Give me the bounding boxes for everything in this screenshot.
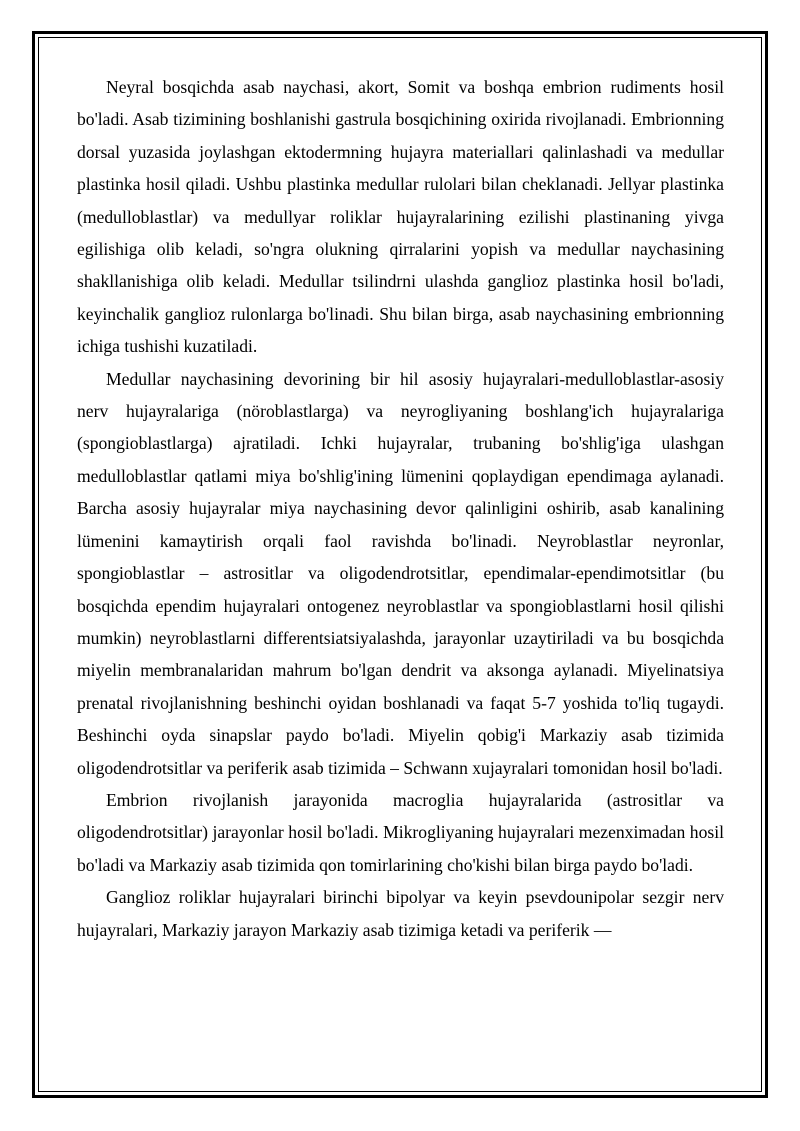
document-body <box>77 71 724 946</box>
paragraph-1: Neyral bosqichda asab naychasi, akort, Somit va boshqa embrion rudiments hosil bo'ladi. Asab tizimining boshlanishi gastrula bosqichining oxirida rivojlanadi. Embrionning dorsal yuzasida joylashgan ektodermning hujayra materiallari qalinlashadi va medullar plastinka hosil qiladi. Ushbu plastinka medullar rulolari bilan cheklanadi. Jellyar plastinka (medulloblastlar) va medullyar roliklar hujayralarining ezilishi plastinaning yivga egilishiga olib keladi, so'ngra olukning qirralarini yopish va medullar naychasining shakllanishiga olib keladi. Medullar tsilindrni ulashda ganglioz plastinka hosil bo'ladi, keyinchalik ganglioz rulonlarga bo'linadi. Shu bilan birga, asab naychasining embrionning ichiga tushishi kuzatiladi. <box>77 77 724 357</box>
paragraph-4: Ganglioz roliklar hujayralari birinchi bipolyar va keyin psevdounipolar sezgir nerv hujayralari, Markaziy jarayon Markaziy asab tizimiga ketadi va periferik — <box>77 887 724 940</box>
paragraph-3: Embrion rivojlanish jarayonida macroglia hujayralarida (astrositlar va oligodendrotsitlar) jarayonlar hosil bo'ladi. Mikrogliyaning hujayralari mezenximadan hosil bo'ladi va Markaziy asab tizimida qon tomirlarining cho'kishi bilan birga paydo bo'ladi. <box>77 789 724 875</box>
paragraph-2: Medullar naychasining devorining bir hil asosiy hujayralari-medulloblastlar-asosiy nerv hujayralariga (nöroblastlarga) va neyrogliyaning boshlang'ich hujayralariga (spongioblastlarga) ajratiladi. Ichki hujayralar, trubaning bo'shlig'iga ulashgan medulloblastlar qatlami miya bo'shlig'ining lümenini qoplaydigan ependimaga aylanadi. Barcha asosiy hujayralar miya naychasining devor qalinligini oshirib, asab kanalining lümenini kamaytirish orqali faol ravishda bo'linadi. Neyroblastlar neyronlar, spongioblastlar – astrositlar va oligodendrotsitlar, ependimalar-ependimotsitlar (bu bosqichda ependim hujayralari ontogenez neyroblastlar va spongioblastlarni hosil qilishi mumkin) neyroblastlarni differentsiatsiyalashda, jarayonlar uzaytiriladi va bu bosqichda miyelin membranalaridan mahrum bo'lgan dendrit va aksonga aylanadi. Miyelinatsiya prenatal rivojlanishning beshinchi oyidan boshlanadi va faqat 5-7 yoshida to'liq tugaydi. Beshinchi oyda sinapslar paydo bo'ladi. Miyelin qobig'i Markaziy asab tizimida oligodendrotsitlar va periferik asab tizimida – Schwann xujayralari tomonidan hosil bo'ladi. <box>77 368 724 778</box>
